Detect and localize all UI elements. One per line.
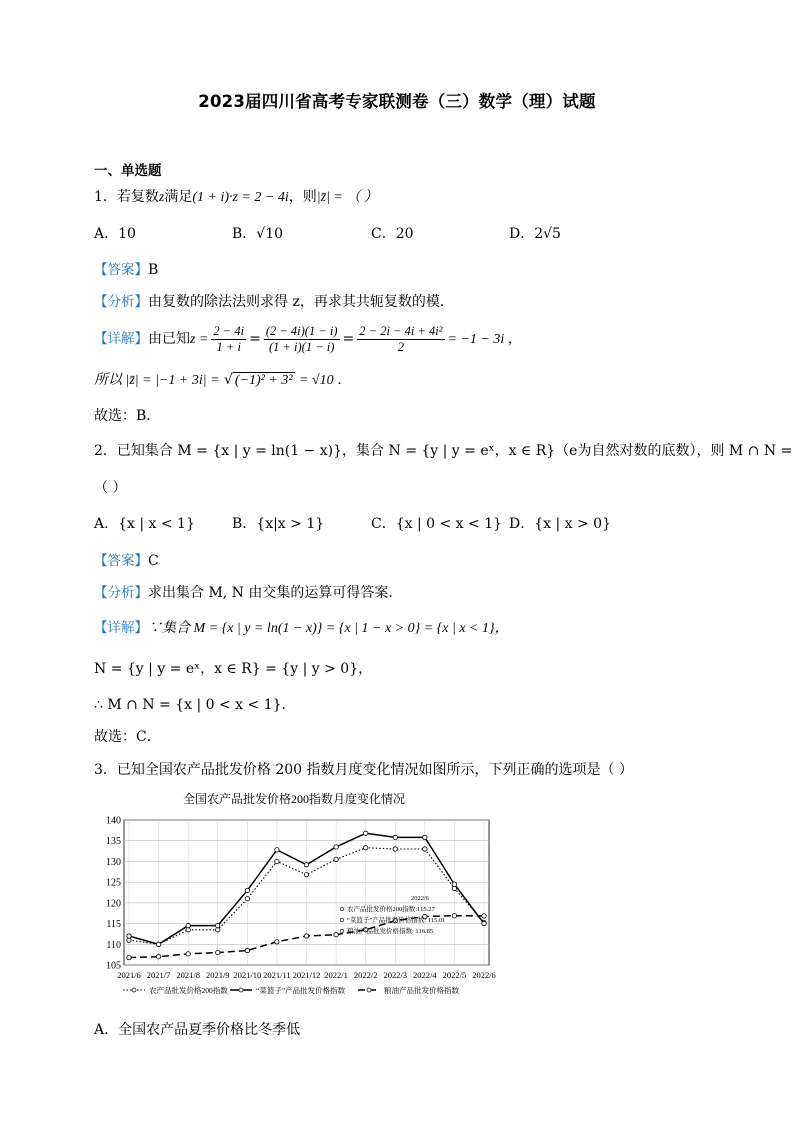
data-point <box>482 914 486 918</box>
price-index-chart <box>94 790 514 1012</box>
data-point <box>245 888 249 892</box>
x-tick-label: 2022/5 <box>442 970 467 980</box>
data-point <box>186 928 190 932</box>
data-point <box>156 942 160 946</box>
y-tick-label: 135 <box>106 836 121 848</box>
legend-marker <box>239 988 243 992</box>
q1-option-b: B．√10 <box>232 226 284 242</box>
data-point <box>304 863 308 867</box>
q1-modulus: 所以 |z̄| = |−1 + 3i| = √ (−1)² + 3² = √10 ． <box>94 372 352 388</box>
data-point <box>423 835 427 839</box>
legend-marker <box>132 988 136 992</box>
q2-detail: 【详解】∵集合 M = {x | y = ln(1 − x)} = {x | 1 − x > 0} = {x | x < 1}， <box>94 620 509 636</box>
x-tick-label: 2021/8 <box>176 970 200 980</box>
data-point <box>275 859 279 863</box>
legend-marker <box>367 988 371 992</box>
x-tick-label: 2022/4 <box>413 970 437 980</box>
q2-option-d: D．{x | x > 0} <box>509 516 611 532</box>
q2-option-b: B．{x|x > 1} <box>232 516 325 532</box>
data-point <box>186 952 190 956</box>
x-tick-label: 2021/9 <box>205 970 230 980</box>
q2-stem: 2．已知集合 M = {x | y = ln(1 − x)}，集合 N = {y | y = eˣ，x ∈ R}（e为自然对数的底数），则 M ∩ N = <box>94 443 793 459</box>
y-tick-label: 120 <box>106 898 121 910</box>
page-title: 2023届四川省高考专家联测卷（三）数学（理）试题 <box>198 92 596 111</box>
q2-analysis: 【分析】求出集合 M, N 由交集的运算可得答案. <box>94 585 393 601</box>
y-tick-label: 105 <box>106 960 121 972</box>
q1-choose: 故选：B． <box>94 408 161 424</box>
x-tick-label: 2022/2 <box>353 970 378 980</box>
y-tick-label: 140 <box>106 815 121 827</box>
q2-detail-n: N = {y | y = eˣ，x ∈ R} = {y | y > 0}， <box>94 661 373 677</box>
annotation-line: 粮油产品批发价格指数: 116.85 <box>347 928 434 935</box>
legend-entry: 粮油产品批发价格指数 <box>384 986 459 995</box>
q1-analysis: 【分析】由复数的除法法则求得 z，再求其共轭复数的模． <box>94 294 454 310</box>
x-tick-label: 2021/12 <box>292 970 321 980</box>
data-point <box>245 948 249 952</box>
data-point <box>393 835 397 839</box>
data-point <box>363 846 367 850</box>
annotation-line: “菜篮子”产品批发价格指数: 115.01 <box>347 917 446 924</box>
data-point <box>393 847 397 851</box>
y-tick-label: 115 <box>106 919 121 931</box>
x-tick-label: 2021/7 <box>146 970 171 980</box>
q2-stem-paren: （ ） <box>94 480 127 496</box>
section-heading: 一、单选题 <box>94 163 162 179</box>
chart-title: 全国农产品批发价格200指数月度变化情况 <box>182 792 405 806</box>
fraction: $\frac{2 - 4i}{1 + i}$ <box>213 323 245 354</box>
q1-stem: 1．若复数z满足(1 + i)·z = 2 − 4i，则|z̄| = （ ） <box>94 189 378 205</box>
q1-detail: 【详解】由已知z = $\frac{2 - 4i}{1 + i}$ = $\frac{(2 - 4i)(1 - i)}{(1 + i)(1 - i)}$ = $\frac{\text{2 − 2i − 4i + 4i²}}{2}$ = −1 − 3i ， <box>94 323 522 354</box>
q3-option-a: A．全国农产品夏季价格比冬季低 <box>94 1022 301 1038</box>
x-tick-label: 2022/6 <box>472 970 496 980</box>
data-point <box>245 897 249 901</box>
data-point <box>275 848 279 852</box>
annotation-marker <box>340 918 344 922</box>
annotation-date: 2022/6 <box>410 895 430 902</box>
q3-stem: 3．已知全国农产品批发价格 200 指数月度变化情况如图所示，下列正确的选项是（ ） <box>94 762 633 778</box>
legend-entry: “菜篮子”产品批发价格指数 <box>256 986 346 995</box>
data-point <box>482 921 486 925</box>
data-point <box>156 955 160 959</box>
data-point <box>452 882 456 886</box>
fraction: $\frac{\text{2 − 2i − 4i + 4i²}}{2}$ <box>359 323 443 354</box>
annotation-marker <box>340 929 344 933</box>
data-point <box>423 847 427 851</box>
data-point <box>186 923 190 927</box>
x-tick-label: 2021/10 <box>233 970 262 980</box>
y-tick-label: 110 <box>106 939 121 951</box>
q1-option-a: A．10 <box>94 226 136 242</box>
data-point <box>304 934 308 938</box>
q1-option-d: D．2√5 <box>509 226 561 242</box>
data-point <box>452 914 456 918</box>
data-point <box>127 955 131 959</box>
q2-choose: 故选：C． <box>94 729 161 745</box>
q2-answer: 【答案】C <box>94 553 159 569</box>
x-tick-label: 2021/6 <box>117 970 141 980</box>
x-tick-label: 2022/1 <box>324 970 348 980</box>
x-tick-label: 2022/3 <box>383 970 408 980</box>
data-point <box>216 950 220 954</box>
y-tick-label: 130 <box>106 856 121 868</box>
q1-answer: 【答案】B <box>94 262 159 278</box>
data-point <box>127 938 131 942</box>
data-point <box>334 845 338 849</box>
q2-option-c: C．{x | 0 < x < 1} <box>371 516 503 532</box>
legend-entry: 农产品批发价格200指数 <box>149 986 228 995</box>
annotation-line: 农产品批发价格200指数:115.27 <box>347 906 435 913</box>
fraction: $\frac{(2 - 4i)(1 - i)}{(1 + i)(1 - i)}$ <box>265 323 338 354</box>
data-point <box>363 831 367 835</box>
data-point <box>304 872 308 876</box>
data-point <box>275 940 279 944</box>
line-chart <box>94 790 514 1012</box>
data-point <box>127 934 131 938</box>
data-point <box>216 923 220 927</box>
data-point <box>334 933 338 937</box>
data-point <box>334 857 338 861</box>
x-tick-label: 2021/11 <box>263 970 291 980</box>
annotation-marker <box>340 907 344 911</box>
data-point <box>216 928 220 932</box>
y-tick-label: 125 <box>106 877 121 889</box>
q2-option-a: A．{x | x < 1} <box>94 516 195 532</box>
q1-option-c: C．20 <box>371 226 414 242</box>
q2-detail-result: ∴ M ∩ N = {x | 0 < x < 1}. <box>94 697 286 713</box>
